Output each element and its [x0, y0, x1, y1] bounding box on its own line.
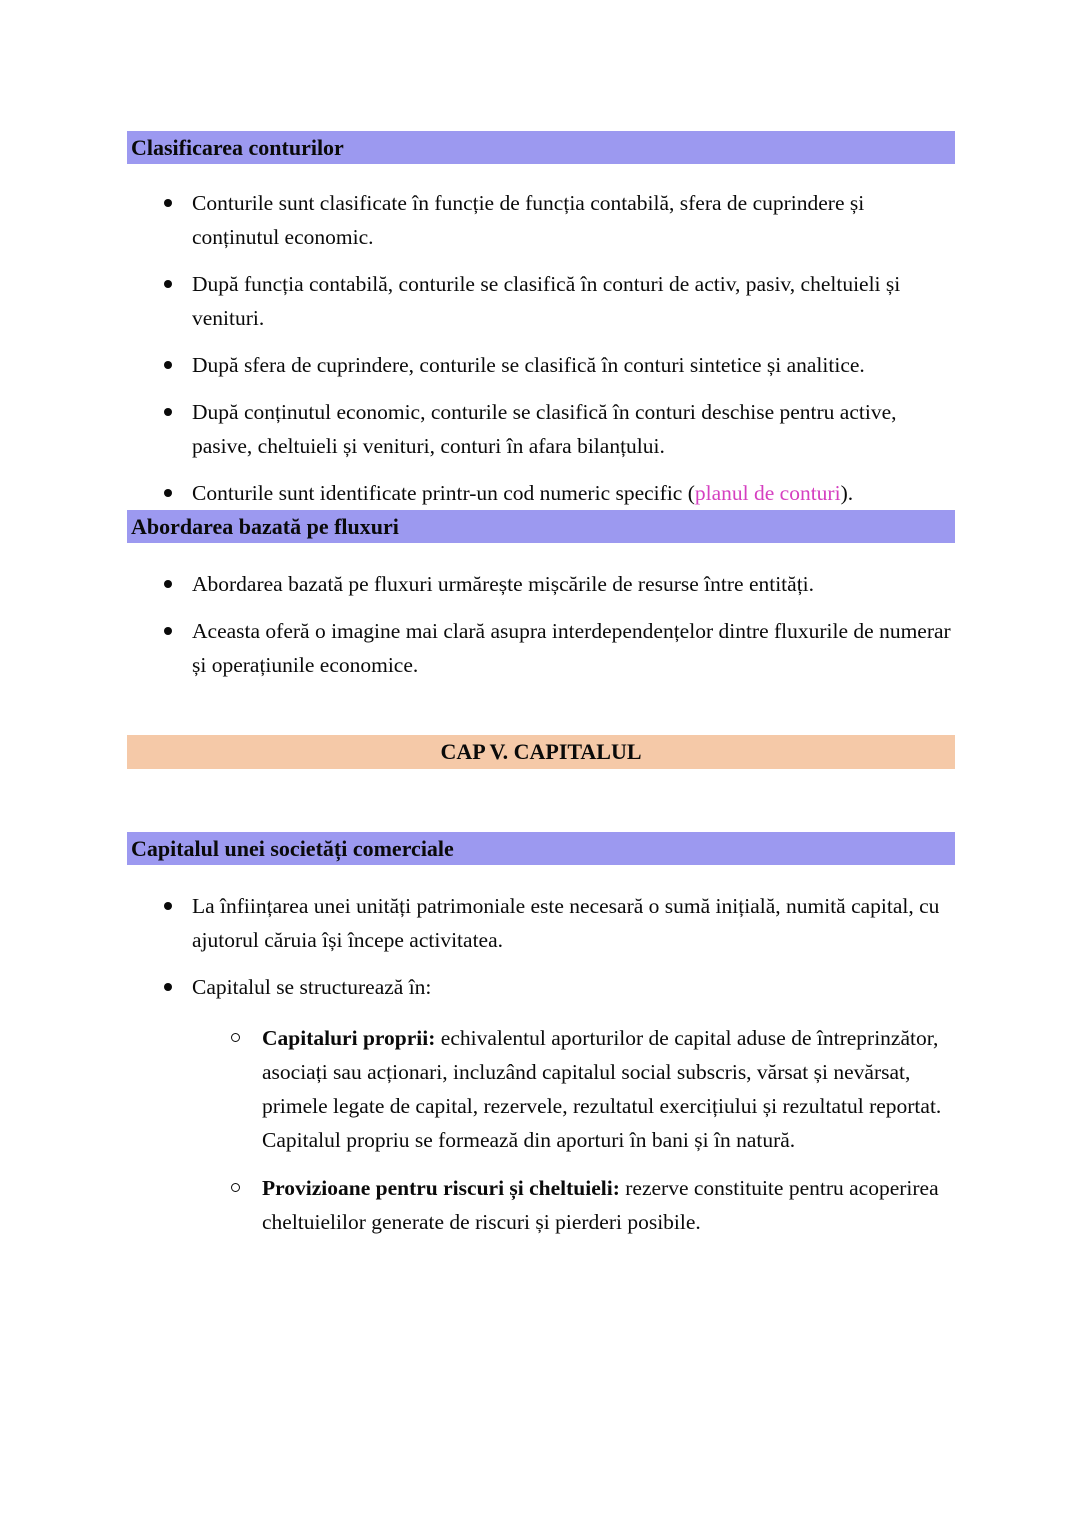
list-item [127, 614, 955, 682]
list-item [127, 970, 955, 1004]
bullet-icon [164, 361, 172, 369]
list-item-text-suffix: ). [840, 481, 854, 505]
section-heading-label: Capitalul unei societăți comerciale [131, 836, 454, 861]
bullet-icon [164, 627, 172, 635]
document-content [127, 131, 955, 1253]
list-item [127, 889, 955, 957]
bullet-icon [164, 580, 172, 588]
bullet-icon [164, 902, 172, 910]
list-item-text-prefix: Conturile sunt identificate printr-un cod numeric specific ( [192, 481, 695, 505]
list-item-text: Capitalul se structurează în: [192, 975, 432, 999]
list-item-text: După conținutul economic, conturile se clasifică în conturi deschise pentru active, pasive, cheltuieli și venituri, conturi în afara bilanțului. [192, 400, 897, 458]
list-item [127, 267, 955, 335]
section-heading-abordarea-fluxuri [127, 510, 955, 543]
planul-de-conturi-link[interactable]: planul de conturi [694, 481, 841, 505]
list-item [127, 567, 955, 601]
list-item [127, 186, 955, 254]
list-item-text: După funcția contabilă, conturile se clasifică în conturi de activ, pasiv, cheltuieli și venituri. [192, 272, 901, 330]
bullet-list-abordarea [127, 567, 955, 682]
bullet-icon [164, 489, 172, 497]
list-item-bold-lead: Capitaluri proprii: [262, 1026, 436, 1050]
section-heading-capitalul-societati [127, 832, 955, 865]
chapter-heading-cap-v-capitalul [127, 735, 955, 769]
list-item-rest: echivalentul aporturilor de capital aduse de întreprinzător, asociați sau acționari, incluzând capitalul social subscris, vărsat și nevărsat, primele legate de capital, rezervele, rezultatul exercițiului și rezultatul reportat. Capitalul propriu se formează din aporturi în bani și în natură. [262, 1026, 942, 1152]
bullet-list-clasificarea [127, 186, 955, 510]
list-item-text: La înființarea unei unități patrimoniale este necesară o sumă inițială, numită capital, cu ajutorul căruia își începe activitatea. [192, 894, 940, 952]
list-item [127, 395, 955, 463]
list-item-text: Aceasta oferă o imagine mai clară asupra interdependențelor dintre fluxurile de numerar și operațiunile economice. [192, 619, 951, 677]
list-item-text [262, 1171, 955, 1239]
list-item-rest: rezerve constituite pentru acoperirea cheltuielilor generate de riscuri și pierderi posibile. [262, 1176, 939, 1234]
bullet-icon [164, 199, 172, 207]
list-item-text [262, 1021, 955, 1157]
bullet-icon [164, 408, 172, 416]
chapter-heading-label: CAP V. CAPITALUL [440, 739, 642, 764]
list-item-bold-lead: Provizioane pentru riscuri și cheltuieli: [262, 1176, 620, 1200]
circle-bullet-icon [231, 1183, 240, 1192]
list-item-text [192, 476, 955, 510]
list-item-sub [127, 1021, 955, 1157]
section-heading-clasificarea-conturilor [127, 131, 955, 164]
list-item-text: Conturile sunt clasificate în funcție de funcția contabilă, sfera de cuprindere și conținutul economic. [192, 191, 865, 249]
bullet-icon [164, 280, 172, 288]
circle-bullet-icon [231, 1033, 240, 1042]
bullet-icon [164, 983, 172, 991]
section-heading-label: Abordarea bazată pe fluxuri [131, 514, 399, 539]
list-item-text: După sfera de cuprindere, conturile se clasifică în conturi sintetice și analitice. [192, 353, 865, 377]
list-item-sub [127, 1171, 955, 1239]
list-item [127, 476, 955, 510]
section-heading-label: Clasificarea conturilor [131, 135, 344, 160]
list-item [127, 348, 955, 382]
list-item-text: Abordarea bazată pe fluxuri urmărește mișcările de resurse între entități. [192, 572, 815, 596]
bullet-list-capitalul [127, 889, 955, 1239]
